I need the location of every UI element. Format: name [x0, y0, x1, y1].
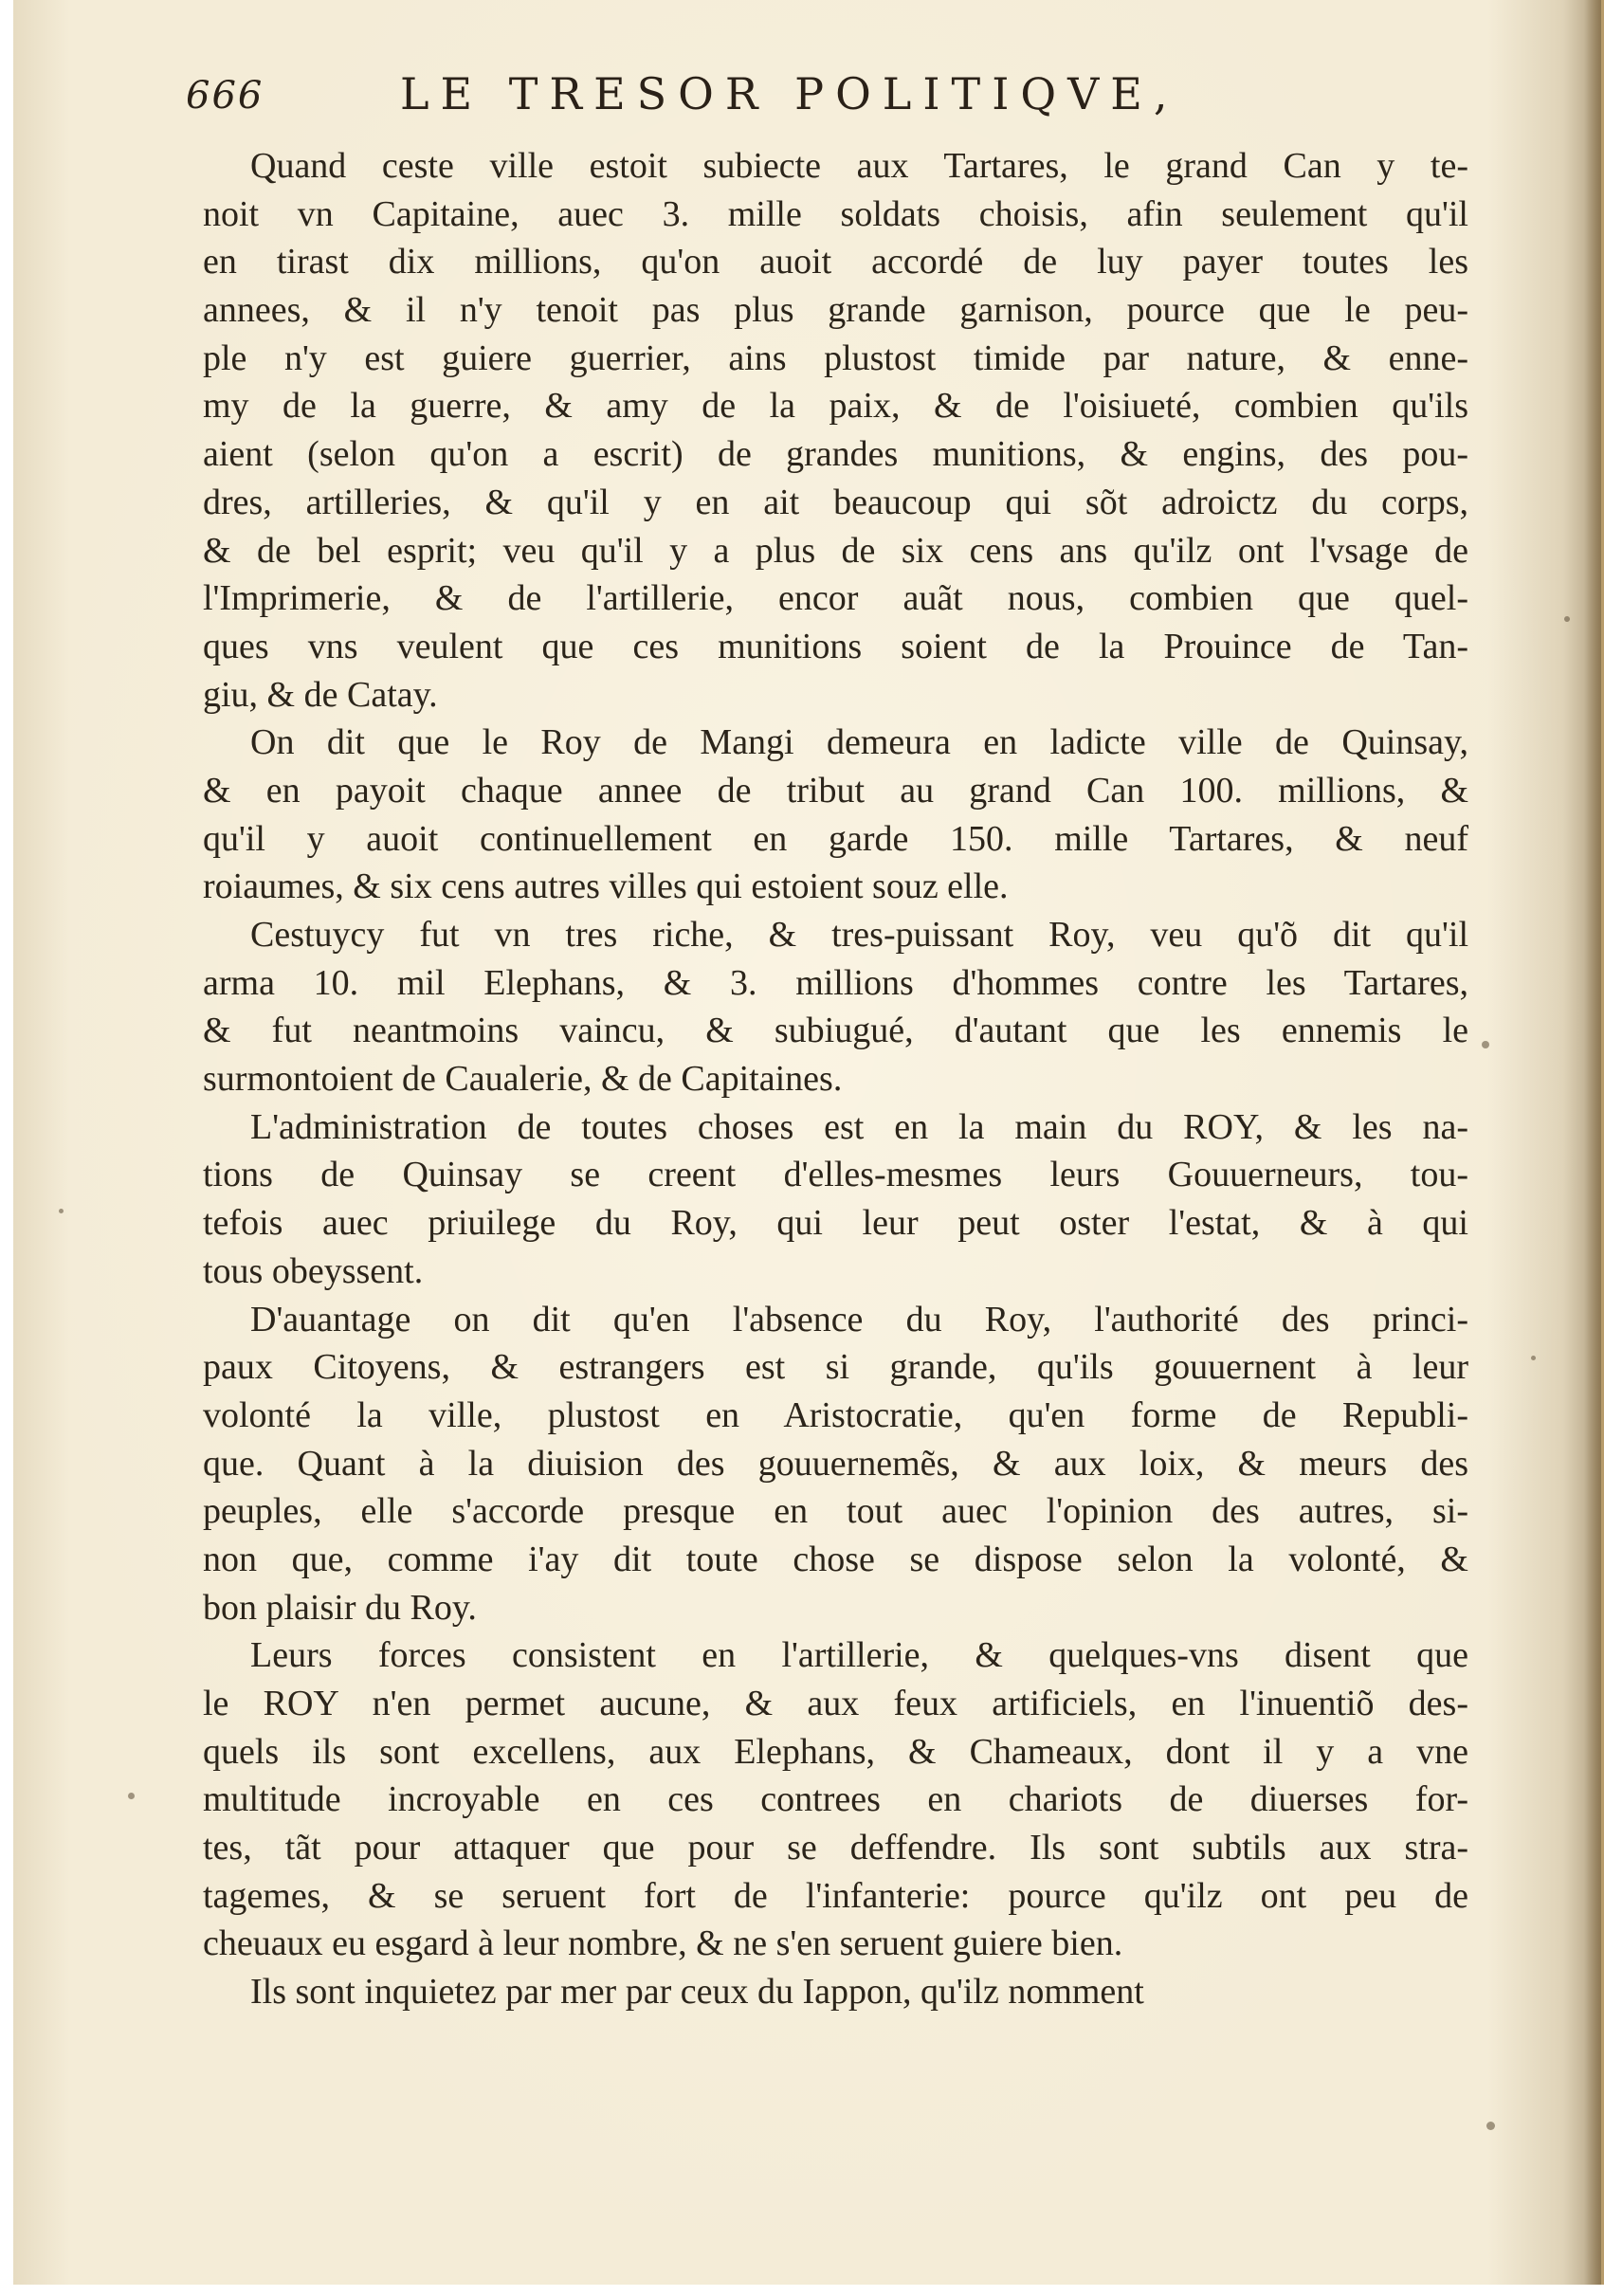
text-line: tagemes, & se seruent fort de l'infanterie: pource qu'ilz ont peu de	[203, 1875, 1468, 1916]
text-line: paux Citoyens, & estrangers est si grande, qu'ils gouuernent à leur	[203, 1347, 1468, 1388]
paragraph	[203, 1103, 1468, 1296]
body-text	[203, 142, 1468, 2016]
scan-speck	[1486, 2122, 1495, 2130]
text-line: giu, & de Catay.	[203, 674, 438, 715]
text-line: tes, tãt pour attaquer que pour se deffendre. Ils sont subtils aux stra-	[203, 1828, 1468, 1868]
text-line: roiaumes, & six cens autres villes qui estoient souz elle.	[203, 866, 1009, 907]
text-line: arma 10. mil Elephans, & 3. millions d'hommes contre les Tartares,	[203, 962, 1468, 1003]
text-line: my de la guerre, & amy de la paix, & de l'oisiueté, combien qu'ils	[203, 386, 1468, 427]
scan-speck	[1564, 616, 1570, 622]
paragraph	[203, 1631, 1468, 1968]
text-line: aient (selon qu'on a escrit) de grandes munitions, & engins, des pou-	[203, 434, 1468, 475]
text-line: noit vn Capitaine, auec 3. mille soldats choisis, afin seulement qu'il	[203, 193, 1468, 234]
text-line: qu'il y auoit continuellement en garde 150. mille Tartares, & neuf	[203, 818, 1468, 859]
text-line: le ROY n'en permet aucune, & aux feux artificiels, en l'inuentiõ des-	[203, 1684, 1468, 1723]
scan-speck	[1482, 1041, 1489, 1048]
paragraph	[203, 719, 1468, 911]
scan-speck	[128, 1793, 135, 1799]
text-line: que. Quant à la diuision des gouuernemẽs, & aux loix, & meurs des	[203, 1443, 1468, 1484]
text-line: Quand ceste ville estoit subiecte aux Tartares, le grand Can y te-	[250, 146, 1468, 186]
text-line: bon plaisir du Roy.	[203, 1587, 477, 1628]
text-line: dres, artilleries, & qu'il y en ait beaucoup qui sõt adroictz du corps,	[203, 482, 1468, 522]
text-line: & de bel esprit; veu qu'il y a plus de six cens ans qu'ilz ont l'vsage de	[203, 530, 1468, 571]
text-line: ple n'y est guiere guerrier, ains plustost timide par nature, & enne-	[203, 337, 1468, 378]
text-line: & en payoit chaque annee de tribut au grand Can 100. millions, &	[203, 770, 1468, 811]
text-line: L'administration de toutes choses est en la main du ROY, & les na-	[250, 1106, 1468, 1147]
page-number: 666	[186, 74, 264, 118]
text-line: multitude incroyable en ces contrees en chariots de diuerses for-	[203, 1779, 1468, 1820]
text-line: & fut neantmoins vaincu, & subiugué, d'autant que les ennemis le	[203, 1011, 1468, 1051]
paragraph	[203, 1296, 1468, 1632]
text-line: l'Imprimerie, & de l'artillerie, encor auãt nous, combien que quel-	[203, 578, 1468, 619]
text-line: non que, comme i'ay dit toute chose se dispose selon la volonté, &	[203, 1539, 1468, 1579]
text-line: Cestuycy fut vn tres riche, & tres-puissant Roy, veu qu'õ dit qu'il	[250, 915, 1468, 955]
text-line: annees, & il n'y tenoit pas plus grande garnison, pource que le peu-	[203, 290, 1468, 331]
text-line: On dit que le Roy de Mangi demeura en ladicte ville de Quinsay,	[250, 722, 1468, 763]
paragraph	[203, 1968, 1468, 2016]
scan-speck	[59, 1209, 64, 1213]
text-line: en tirast dix millions, qu'on auoit accordé de luy payer toutes les	[203, 242, 1468, 282]
text-line: tions de Quinsay se creent d'elles-mesmes leurs Gouuerneurs, tou-	[203, 1155, 1468, 1195]
text-line: Ils sont inquietez par mer par ceux du Iappon, qu'ilz nomment	[250, 1972, 1144, 2013]
text-line: quels ils sont excellens, aux Elephans, & Chameaux, dont il y a vne	[203, 1731, 1468, 1772]
text-line: ques vns veulent que ces munitions soient de la Prouince de Tan-	[203, 626, 1468, 666]
scan-speck	[1531, 1356, 1536, 1360]
text-line: volonté la ville, plustost en Aristocratie, qu'en forme de Republi-	[203, 1394, 1468, 1435]
text-line: Leurs forces consistent en l'artillerie, & quelques-vns disent que	[250, 1635, 1468, 1676]
text-line: peuples, elle s'accorde presque en tout auec l'opinion des autres, si-	[203, 1491, 1468, 1532]
running-title: LE TRESOR POLITIQVE,	[400, 68, 1179, 119]
paragraph	[203, 911, 1468, 1103]
text-line: surmontoient de Caualerie, & de Capitaines.	[203, 1059, 843, 1100]
text-line: tous obeyssent.	[203, 1250, 424, 1291]
text-line: D'auantage on dit qu'en l'absence du Roy, l'authorité des princi-	[250, 1299, 1468, 1339]
text-line: tefois auec priuilege du Roy, qui leur peut oster l'estat, & à qui	[203, 1203, 1468, 1244]
text-line: cheuaux eu esgard à leur nombre, & ne s'en seruent guiere bien.	[203, 1923, 1123, 1964]
paragraph	[203, 142, 1468, 719]
page-header	[186, 68, 1475, 135]
